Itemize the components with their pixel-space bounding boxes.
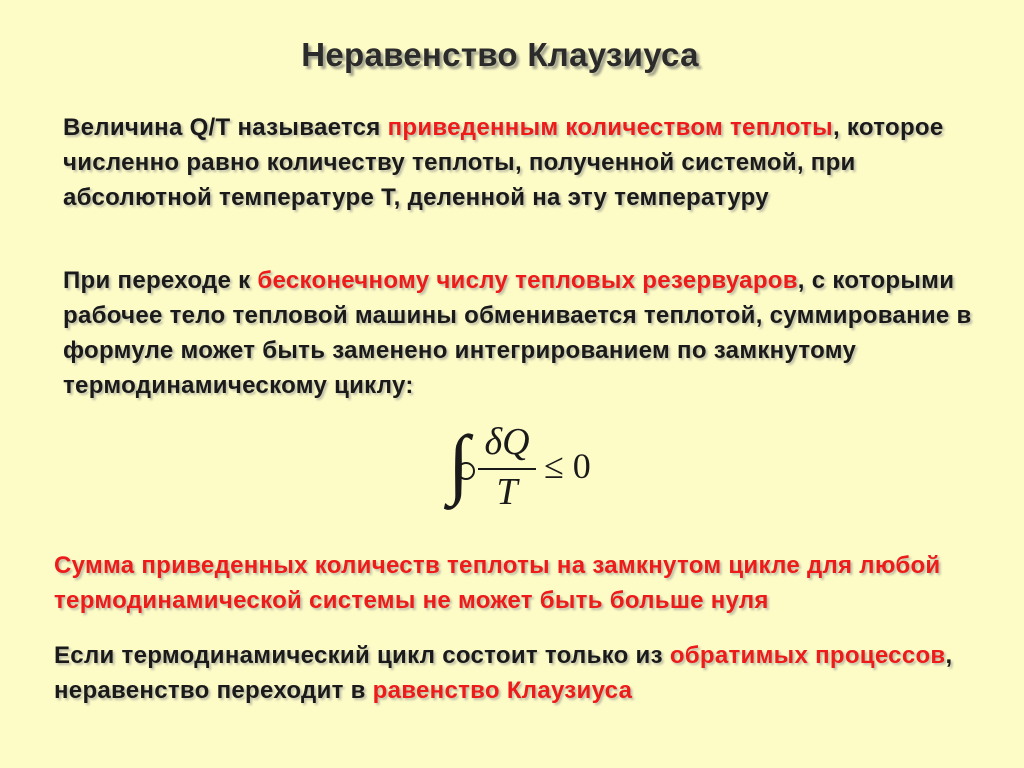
paragraph-infinite-reservoirs	[63, 263, 983, 403]
p4-highlight-equality: равенство Клаузиуса	[372, 677, 633, 704]
p1-highlight: приведенным количеством теплоты	[387, 114, 833, 141]
p2-highlight: бесконечному числу тепловых резервуаров	[257, 267, 798, 294]
p2-text-c: , с которыми рабочее тело тепловой машины обменивается теплотой, суммирование в формуле может быть заменено интегрированием по замкнутому термодинамическому циклу:	[63, 267, 972, 399]
p4-highlight-reversible: обратимых процессов	[669, 642, 946, 669]
formula-relation: ≤ 0	[544, 446, 591, 486]
p2-text-a: При переходе к	[63, 267, 258, 294]
paragraph-reversible	[54, 638, 1004, 708]
p1-text-c: , которое численно равно количеству теплоты, полученной системой, при абсолютной температуре Т, деленной на эту температуру	[63, 114, 944, 211]
p4-text-c: , неравенство переходит в	[54, 642, 953, 704]
formula-denominator: T	[496, 471, 518, 513]
clausius-inequality-formula	[448, 418, 608, 518]
contour-ring-icon	[457, 462, 475, 480]
p4-text-a: Если термодинамический цикл состоит только из	[54, 642, 670, 669]
formula-numerator: δQ	[484, 421, 530, 463]
contour-integral-sign: ∫	[448, 419, 470, 506]
paragraph-reduced-heat	[63, 110, 983, 215]
slide-title: Неравенство Клаузиуса	[301, 36, 699, 73]
p1-text-a: Величина Q/T называется	[63, 114, 388, 141]
paragraph-conclusion: Сумма приведенных количеств теплоты на замкнутом цикле для любой термодинамической системы не может быть больше нуля	[54, 552, 941, 614]
